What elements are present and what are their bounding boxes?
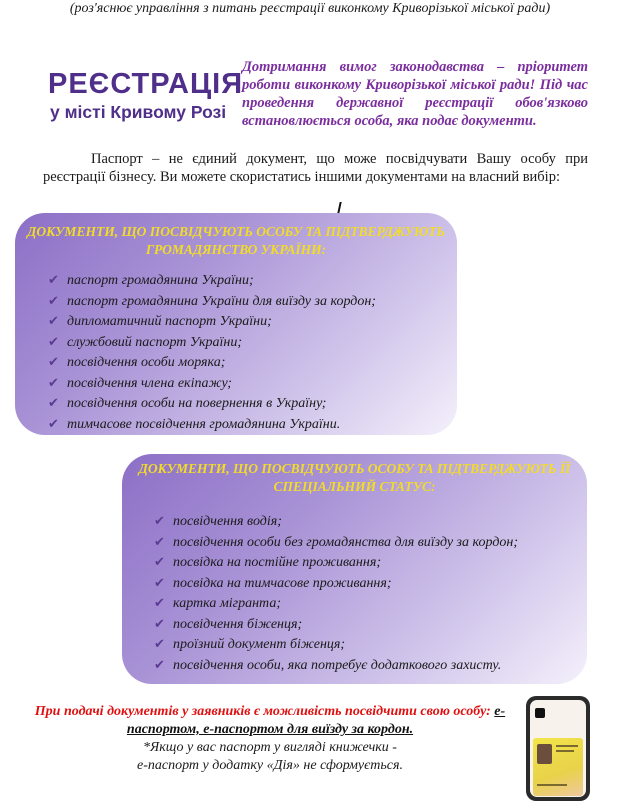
check-icon: ✔ (154, 616, 165, 632)
list-item (154, 574, 518, 595)
check-icon: ✔ (154, 555, 165, 570)
section-title: ДОКУМЕНТИ, ЩО ПОСВІДЧУЮТЬ ОСОБУ ТА ПІДТВЕРДЖУЮТЬ ЇЇ СПЕЦІАЛЬНИЙ СТАТУС: (138, 461, 571, 494)
check-icon: ✔ (154, 657, 165, 673)
list-item-label: службовий паспорт України; (67, 334, 243, 350)
list-item-label: посвідчення біженця; (173, 616, 303, 632)
footer-note-line1: *Якщо у вас паспорт у вигляді книжечки - (143, 740, 397, 755)
check-icon: ✔ (48, 396, 59, 411)
list-item (154, 594, 518, 615)
check-icon: ✔ (154, 514, 165, 529)
list-item-label: посвідчення особи моряка; (67, 355, 226, 370)
check-icon: ✔ (48, 355, 59, 370)
list-item-label: проїзний документ біженця; (173, 637, 346, 652)
list-item (48, 312, 376, 333)
check-icon: ✔ (154, 534, 165, 550)
portrait-image (537, 744, 552, 764)
section-special-status-documents (122, 454, 587, 684)
list-item (48, 292, 376, 313)
list-item-label: паспорт громадянина України; (67, 273, 254, 288)
phone-screen (530, 700, 586, 797)
footer-note (20, 703, 520, 775)
list-item-label: посвідка на тимчасове проживання; (173, 575, 392, 591)
text-line-decoration (537, 784, 567, 786)
footer-note-line2: е-паспорт у додатку «Дія» не сформується. (137, 758, 403, 773)
list-item (48, 394, 376, 415)
intro-paragraph: Паспорт – не єдиний документ, що може посвідчувати Вашу особу при реєстрації бізнесу. Ви можете скористатись іншими документами на власний вибір: (43, 151, 588, 185)
list-item-label: паспорт громадянина України для виїзду за кордон; (67, 293, 376, 309)
text-line-decoration (556, 750, 574, 752)
list-item-label: тимчасове посвідчення громадянина України. (67, 416, 341, 432)
list-item (154, 553, 518, 574)
list-item-label: посвідка на постійне проживання; (173, 555, 381, 570)
list-item-label: посвідчення водія; (173, 514, 282, 529)
app-logo-icon (535, 708, 545, 718)
list-item-label: посвідчення члена екіпажу; (67, 375, 232, 391)
section-citizenship-documents (15, 213, 457, 435)
list-item (154, 656, 518, 677)
check-icon: ✔ (48, 416, 59, 432)
logo-subtitle: у місті Кривому Розі (50, 102, 227, 122)
text-line-decoration (556, 745, 578, 747)
section-title: ДОКУМЕНТИ, ЩО ПОСВІДЧУЮТЬ ОСОБУ ТА ПІДТВЕРДЖУЮТЬ ГРОМАДЯНСТВО УКРАЇНИ: (27, 224, 445, 257)
check-icon: ✔ (154, 637, 165, 652)
list-item-label: дипломатичний паспорт України; (67, 314, 272, 329)
document-list (48, 271, 376, 435)
list-item-label: посвідчення особи без громадянства для виїзду за кордон; (173, 534, 519, 550)
list-item-label: картка мігранта; (173, 596, 282, 611)
list-item (48, 415, 376, 436)
list-item (154, 512, 518, 533)
logo-title: РЕЄСТРАЦІЯ (48, 68, 244, 100)
check-icon: ✔ (48, 273, 59, 288)
list-item (48, 374, 376, 395)
header-subtitle: (роз'яснює управління з питань реєстрації виконкому Криворізької міської ради) (69, 1, 551, 16)
footer-underlined: е-паспортом, е-паспортом для виїзду за кордон. (126, 704, 506, 737)
check-icon: ✔ (48, 293, 59, 309)
list-item (154, 533, 518, 554)
document-list (154, 512, 518, 676)
check-icon: ✔ (48, 334, 59, 350)
footer-red-text: При подачі документів у заявників є можливість посвідчити свою особу: (34, 704, 491, 719)
quote-text: Дотримання вимог законодавства – пріоритет роботи виконкому Криворізької міської ради! Під час проведення державної реєстрації обов'язково встановлюється особа, яка подає документи. (242, 59, 588, 129)
list-item (48, 271, 376, 292)
check-icon: ✔ (154, 575, 165, 591)
list-item-label: посвідчення особи, яка потребує додаткового захисту. (173, 657, 502, 673)
check-icon: ✔ (154, 596, 165, 611)
check-icon: ✔ (48, 375, 59, 391)
list-item (154, 615, 518, 636)
list-item (48, 333, 376, 354)
list-item (154, 635, 518, 656)
check-icon: ✔ (48, 314, 59, 329)
list-item (48, 353, 376, 374)
list-item-label: посвідчення особи на повернення в Україну; (67, 396, 327, 411)
phone-diia-icon (526, 696, 590, 801)
